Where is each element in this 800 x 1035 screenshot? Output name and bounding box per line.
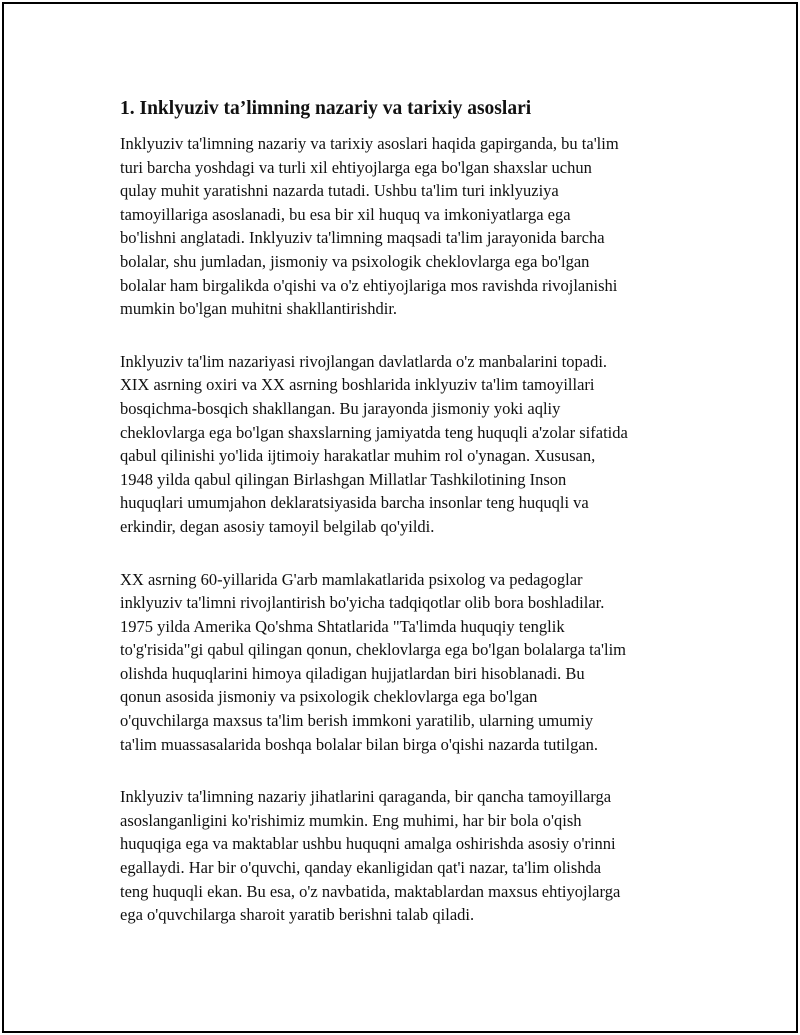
text-line: ta'lim muassasalarida boshqa bolalar bilan birga o'qishi nazarda tutilgan. <box>120 734 599 754</box>
document-body <box>120 96 694 956</box>
paragraph-3 <box>120 568 694 757</box>
text-line: Inklyuziv ta'limning nazariy jihatlarini qaraganda, bir qancha tamoyillarga <box>120 787 612 807</box>
text-line: inklyuziv ta'limni rivojlantirish bo'yicha tadqiqotlar olib bora boshladilar. <box>120 593 605 613</box>
paragraph-1 <box>120 132 694 321</box>
text-line: qabul qilinishi yo'lida ijtimoiy harakatlar muhim rol o'ynagan. Xususan, <box>120 446 596 466</box>
text-line: bolalar ham birgalikda o'qishi va o'z ehtiyojlariga mos ravishda rivojlanishi <box>120 275 618 295</box>
section-heading: 1. Inklyuziv ta’limning nazariy va tarixiy asoslari <box>120 98 532 119</box>
text-line: 1948 yilda qabul qilingan Birlashgan Millatlar Tashkilotining Inson <box>120 469 567 489</box>
text-line: ega o'quvchilarga sharoit yaratib berishni talab qiladi. <box>120 905 475 925</box>
text-line: huquqlari umumjahon deklaratsiyasida barcha insonlar teng huquqli va <box>120 493 589 513</box>
text-line: qonun asosida jismoniy va psixologik cheklovlarga ega bo'lgan <box>120 687 538 707</box>
text-line: XX asrning 60-yillarida G'arb mamlakatlarida psixolog va pedagoglar <box>120 569 583 589</box>
text-line: qulay muhit yaratishni nazarda tutadi. Ushbu ta'lim turi inklyuziya <box>120 181 559 201</box>
text-line: bo'lishni anglatadi. Inklyuziv ta'limning maqsadi ta'lim jarayonida barcha <box>120 228 605 248</box>
text-line: 1975 yilda Amerika Qo'shma Shtatlarida "Ta'limda huquqiy tenglik <box>120 616 565 636</box>
text-line: Inklyuziv ta'limning nazariy va tarixiy asoslari haqida gapirganda, bu ta'lim <box>120 134 619 153</box>
text-line: Inklyuziv ta'lim nazariyasi rivojlangan davlatlarda o'z manbalarini topadi. <box>120 351 608 371</box>
text-line: erkindir, degan asosiy tamoyil belgilab qo'yildi. <box>120 516 435 536</box>
text-line: huquqiga ega va maktablar ushbu huquqni amalga oshirishda asosiy o'rinni <box>120 834 616 854</box>
text-line: bosqichma-bosqich shakllangan. Bu jarayonda jismoniy yoki aqliy <box>120 398 561 418</box>
text-line: to'g'risida"gi qabul qilingan qonun, cheklovlarga ega bo'lgan bolalarga ta'lim <box>120 640 627 660</box>
text-line: o'quvchilarga maxsus ta'lim berish immkoni yaratilib, ularning umumiy <box>120 711 594 731</box>
text-line: olishda huquqlarini himoya qiladigan hujjatlardan biri hisoblanadi. Bu <box>120 663 585 683</box>
text-line: cheklovlarga ega bo'lgan shaxslarning jamiyatda teng huquqli a'zolar sifatida <box>120 422 628 442</box>
text-line: mumkin bo'lgan muhitni shakllantirishdir. <box>120 299 398 319</box>
text-line: turi barcha yoshdagi va turli xil ehtiyojlarga ega bo'lgan shaxslar uchun <box>120 157 592 177</box>
document-page <box>2 2 798 1033</box>
paragraph-2 <box>120 350 694 539</box>
text-line: XIX asrning oxiri va XX asrning boshlarida inklyuziv ta'lim tamoyillari <box>120 375 595 395</box>
text-line: tamoyillariga asoslanadi, bu esa bir xil huquq va imkoniyatlarga ega <box>120 204 571 224</box>
text-line: asoslanganligini ko'rishimiz mumkin. Eng muhimi, har bir bola o'qish <box>120 810 582 830</box>
text-line: bolalar, shu jumladan, jismoniy va psixologik cheklovlarga ega bo'lgan <box>120 251 590 271</box>
paragraph-4 <box>120 785 694 927</box>
text-line: teng huquqli ekan. Bu esa, o'z navbatida, maktablardan maxsus ehtiyojlarga <box>120 881 621 901</box>
text-line: egallaydi. Har bir o'quvchi, qanday ekanligidan qat'i nazar, ta'lim olishda <box>120 858 602 878</box>
